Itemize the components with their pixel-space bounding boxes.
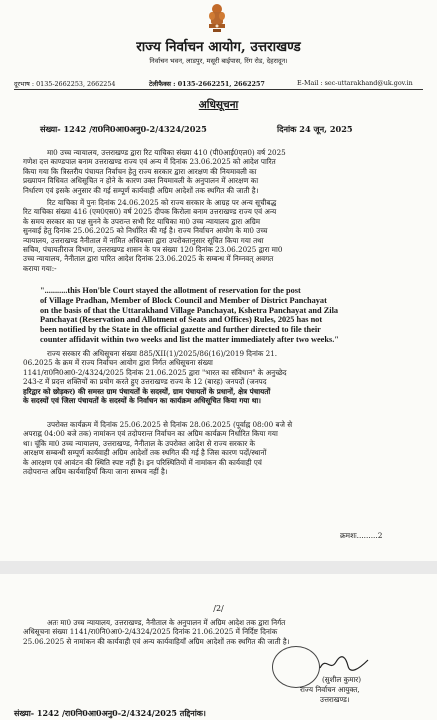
- notification-page-2: [0, 574, 437, 720]
- text-line: प्रख्यापन विधिवत अधिसूचित न होने के कारण उक्त नियमावली के अनुपालन में आरक्षण का: [23, 176, 259, 186]
- text-line: तदोपरान्त अग्रिम कार्यवाहियाँ किया जाना सम्भव नहीं है।: [23, 467, 168, 477]
- continued-marker: क्रमशः.........2: [340, 531, 383, 540]
- paragraph-nomination-schedule: [23, 420, 416, 476]
- footer-reference: संख्या- 1242 /रा0नि0आ0अनु0-2/4324/2025 तद्दिनांक।: [14, 708, 206, 718]
- org-address: निर्वाचन भवन, लाडपुर, मसूरी बाईपास, रिंग रोड, देहरादून।: [149, 57, 288, 65]
- text-line: उपरोक्त कार्यक्रम में दिनांक 25.06.2025 से दिनांक 28.06.2025 (पूर्वाह्न 08:00 बजे से: [47, 420, 293, 429]
- paragraph-postponement-order: [23, 618, 416, 646]
- quote-line: on the basis of that the Uttarakhand Village Panchayat, Kshetra Panchayat and Zila: [40, 305, 339, 315]
- quote-line: Panchayat (Reservation and Allotment of Seats and Offices) Rules, 2025 has not: [40, 315, 323, 325]
- text-line: मा0 उच्च न्यायालय, उत्तराखण्ड द्वारा रिट याचिका संख्या 410 (पी0आई0एल0) वर्ष 2025: [47, 148, 286, 157]
- official-stamp-icon: [272, 646, 320, 688]
- text-line: 25.06.2025 से नामांकन की कार्यवाही एवं अन्य कार्यवाहियाँ अग्रिम आदेशों तक स्थगित की जाती है।: [23, 636, 290, 646]
- text-line: अतः मा0 उच्च न्यायालय, उत्तराखण्ड, नैनीताल के अनुपालन में अग्रिम आदेश तक द्वारा निर्गत: [47, 618, 286, 627]
- fax-numbers: टेलीफैक्स : 0135-2662251, 2662257: [149, 80, 265, 88]
- quote-line: been notified by the State in the official gazette and further directed to file their: [40, 325, 321, 335]
- text-line: आरक्षण सम्बन्धी सम्पूर्ण कार्यवाही अग्रिम आदेशों तक स्थगित की गई है जिस कारण पदों/स्थानों: [23, 448, 267, 458]
- email-address: E-Mail : sec-uttarakhand@uk.gov.in: [297, 79, 413, 87]
- paragraph-court-order: [23, 148, 416, 195]
- text-line: रिट याचिका में पुनः दिनांक 24.06.2025 को राज्य सरकार के आग्रह पर अन्य सूचीबद्ध: [47, 198, 277, 207]
- org-title: राज्य निर्वाचन आयोग, उत्तराखण्ड: [136, 39, 301, 55]
- signatory-name: (सुशील कुमार): [322, 675, 361, 684]
- text-line: 243-ट में प्रदत्त शक्तियों का प्रयोग करते हुए उत्तराखण्ड राज्य के 12 (बारह) जनपदों (जनपद: [23, 377, 267, 387]
- paragraph-hearing: [23, 198, 416, 273]
- phone-numbers: दूरभाष : 0135-2662253, 2662254: [14, 80, 116, 88]
- text-line: के आरक्षण एवं आवंटन की स्थिति स्पष्ट नहीं है। इन परिस्थितियों में नामांकन की कार्यवाही एवं: [23, 457, 262, 467]
- signature-icon: [318, 654, 370, 674]
- text-line: 06.2025 के क्रम में राज्य निर्वाचन आयोग द्वारा निर्गत अधिसूचना संख्या: [23, 358, 213, 368]
- paragraph-election-programme: [23, 349, 416, 405]
- text-line: किया गया कि त्रिस्तरीय पंचायत निर्वाचन हेतु राज्य सरकार द्वारा आरक्षण की नियमावली का: [23, 166, 257, 176]
- page-number-marker: /2/: [213, 604, 224, 613]
- state-emblem-icon: [204, 2, 230, 36]
- text-line: सुनवाई हेतु दिनांक 25.06.2025 को निर्धारित की गई है। राज्य निर्वाचन आयोग के मा0 उच्च: [23, 226, 268, 236]
- text-line: हरिद्वार को छोड़कर) की समस्त ग्राम पंचायतों के सदस्यों, ग्राम पंचायतों के प्रधानों, क्षेत्र पंचायतों: [23, 386, 271, 396]
- text-line: निर्धारण एवं इसके अनुसार की गई सम्पूर्ण कार्यवाही अग्रिम आदेशों तक स्थगित की जाती है।: [23, 185, 259, 195]
- text-line: कराया गया:-: [23, 263, 57, 273]
- text-line: राज्य सरकार की अधिसूचना संख्या 885/XII(1)/2025/86(16)/2019 दिनांक 21.: [47, 349, 278, 358]
- signatory-title: राज्य निर्वाचन आयुक्त,: [300, 685, 360, 694]
- text-line: न्यायालय, उत्तराखण्ड नैनीताल में नामित अधिवक्ता द्वारा उपरोक्तानुसार सूचित किया गया तथा: [23, 235, 264, 245]
- text-line: के सदस्यों एवं जिला पंचायतों के सदस्यों के निर्वाचन का कार्यक्रम अधिसूचित किया गया था।: [23, 396, 261, 406]
- text-line: गणेश दत्त काण्डपाल बनाम उत्तराखण्ड राज्य एवं अन्य में दिनांक 23.06.2025 को आदेश पारित: [23, 157, 276, 167]
- text-line: रिट याचिका संख्या 416 (एम0एस0) वर्ष 2025 दीपक किरोला बनाम उत्तराखण्ड राज्य एवं अन्य: [23, 207, 277, 217]
- text-line: अपराह्न 04:00 बजे तक) नामांकन एवं तदोपरान्त निर्वाचन का अग्रिम कार्यक्रम निर्धारित किया गया: [23, 429, 278, 439]
- text-line: सचिव, पंचायतीराज विभाग, उत्तराखण्ड शासन के पत्र संख्या 120 दिनांक 23.06.2025 द्वारा मा0: [23, 245, 283, 255]
- header-divider: [14, 89, 423, 90]
- signatory-state: उत्तराखण्ड।: [320, 695, 350, 704]
- text-line: के समय सरकार का पक्ष सुनने के उपरान्त सभी रिट याचिका मा0 उच्च न्यायालय द्वारा अग्रिम: [23, 216, 261, 226]
- text-line: अधिसूचना संख्या 1141/रा0नि0आ0-2/4324/2025 दिनांक 21.06.2025 में निर्दिष्ट दिनांक: [23, 627, 278, 637]
- quote-line: counter affidavit within two weeks and list the matter immediately after two weeks.": [40, 334, 339, 344]
- text-line: उच्च न्यायालय, नैनीताल द्वारा पारित आदेश दिनांक 23.06.2025 के सम्बन्ध में निम्नवत् अवगत: [23, 254, 274, 264]
- reference-date: दिनांक 24 जून, 2025: [277, 124, 353, 134]
- quote-line: of Village Pradhan, Member of Block Council and Member of District Panchayat: [40, 295, 327, 305]
- text-line: था। चूंकि मा0 उच्च न्यायालय, उत्तराखण्ड, नैनीताल के उपरोक्त आदेश से राज्य सरकार के: [23, 438, 256, 448]
- quoted-court-order: [40, 286, 412, 345]
- quote-line: "...........this Hon'ble Court stayed the allotment of reservation for the post: [40, 286, 301, 295]
- notification-heading: अधिसूचना: [198, 99, 239, 111]
- text-line: 1141/रा0नि0आ0-2/4324/2025 दिनांक 21.06.2025 द्वारा "भारत का संविधान" के अनुच्छेद: [23, 367, 287, 377]
- reference-number: संख्या- 1242 /रा0नि0आ0अनु0-2/4324/2025: [40, 124, 207, 134]
